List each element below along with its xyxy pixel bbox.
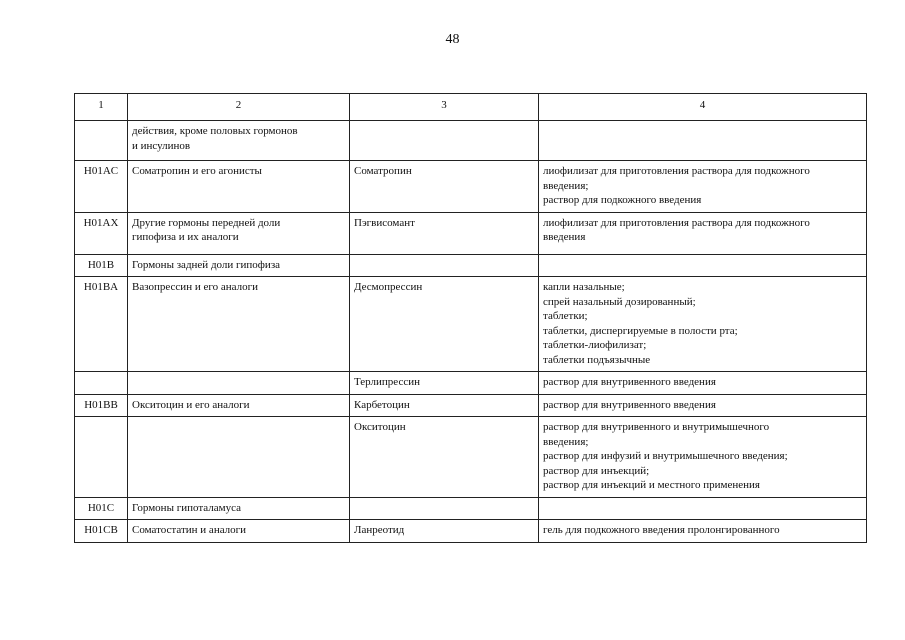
drug-name-cell: Десмопрессин [350,277,539,372]
group-cell [128,520,350,543]
dosage-form-line: раствор для внутривенного и внутримышечного [543,421,770,433]
group-line: Гормоны гипоталамуса [132,501,242,514]
group-line: Окситоцин и его аналоги [132,398,250,411]
table-row [75,497,867,520]
dosage-forms-cell [539,212,867,254]
dosage-form-line: лиофилизат для приготовления раствора для подкожного [543,165,810,177]
table-row [75,212,867,254]
drug-name-cell [350,497,539,520]
drug-name-cell: Соматропин [350,161,539,213]
atc-code-cell [75,372,128,395]
dosage-form-line: капли назальные; [543,281,625,293]
group-cell [128,394,350,417]
dosage-form-line: спрей назальный дозированный; [543,295,696,308]
group-line: Соматропин и его агонисты [132,165,262,177]
dosage-forms-cell [539,417,867,498]
column-header: 2 [128,94,350,121]
dosage-forms-cell [539,520,867,543]
group-line: Гормоны задней доли гипофиза [132,258,281,271]
atc-code-cell: H01BB [75,394,128,417]
drug-table [74,93,867,543]
group-cell [128,372,350,395]
drug-name-cell: Карбетоцин [350,394,539,417]
table-header-row [75,94,867,121]
dosage-form-line: лиофилизат для приготовления раствора для подкожного [543,216,810,229]
table-row [75,520,867,543]
group-cell [128,497,350,520]
dosage-form-line: раствор для инъекций; [543,464,650,477]
page-number: 48 [445,32,460,47]
table-row [75,372,867,395]
drug-name-cell [350,254,539,277]
dosage-form-line: раствор для подкожного введения [543,194,702,206]
dosage-forms-cell [539,394,867,417]
group-cell [128,212,350,254]
group-line: Вазопрессин и его аналоги [132,281,258,293]
atc-code-cell: H01CB [75,520,128,543]
atc-code-cell: H01C [75,497,128,520]
dosage-form-line: введения; [543,435,589,448]
group-cell [128,277,350,372]
dosage-forms-cell [539,254,867,277]
dosage-form-line: введения [543,231,586,243]
dosage-forms-cell [539,121,867,161]
table-body [75,121,867,543]
table-row [75,417,867,498]
table-row [75,161,867,213]
atc-code-cell: H01AX [75,212,128,254]
dosage-form-line: таблетки подъязычные [543,353,651,366]
table-row [75,277,867,372]
dosage-form-line: таблетки; [543,310,588,322]
drug-name-cell [350,121,539,161]
atc-code-cell [75,417,128,498]
atc-code-cell [75,121,128,161]
table-row [75,121,867,161]
dosage-forms-cell [539,277,867,372]
drug-name-cell: Ланреотид [350,520,539,543]
atc-code-cell: H01AC [75,161,128,213]
table-row [75,254,867,277]
dosage-form-line: таблетки, диспергируемые в полости рта; [543,324,738,337]
group-line: гипофиза и их аналоги [132,231,239,243]
group-line: Другие гормоны передней доли [132,216,281,229]
dosage-forms-cell [539,497,867,520]
dosage-form-line: гель для подкожного введения пролонгированного [543,524,780,536]
dosage-form-line: таблетки-лиофилизат; [543,339,647,351]
drug-name-cell: Терлипрессин [350,372,539,395]
group-line: действия, кроме половых гормонов [132,125,298,137]
column-header: 1 [75,94,128,121]
drug-name-cell: Окситоцин [350,417,539,498]
atc-code-cell: H01B [75,254,128,277]
group-cell [128,121,350,161]
group-cell [128,417,350,498]
group-line: Соматостатин и аналоги [132,524,247,536]
dosage-form-line: раствор для инъекций и местного применения [543,479,760,491]
column-header: 4 [539,94,867,121]
atc-code-cell: H01BA [75,277,128,372]
dosage-forms-cell [539,372,867,395]
dosage-form-line: раствор для внутривенного введения [543,398,716,411]
group-line: и инсулинов [132,139,191,152]
group-cell [128,161,350,213]
drug-name-cell: Пэгвисомант [350,212,539,254]
group-cell [128,254,350,277]
dosage-form-line: раствор для внутривенного введения [543,376,716,388]
column-header: 3 [350,94,539,121]
dosage-forms-cell [539,161,867,213]
dosage-form-line: раствор для инфузий и внутримышечного введения; [543,450,788,462]
table-row [75,394,867,417]
dosage-form-line: введения; [543,179,589,192]
